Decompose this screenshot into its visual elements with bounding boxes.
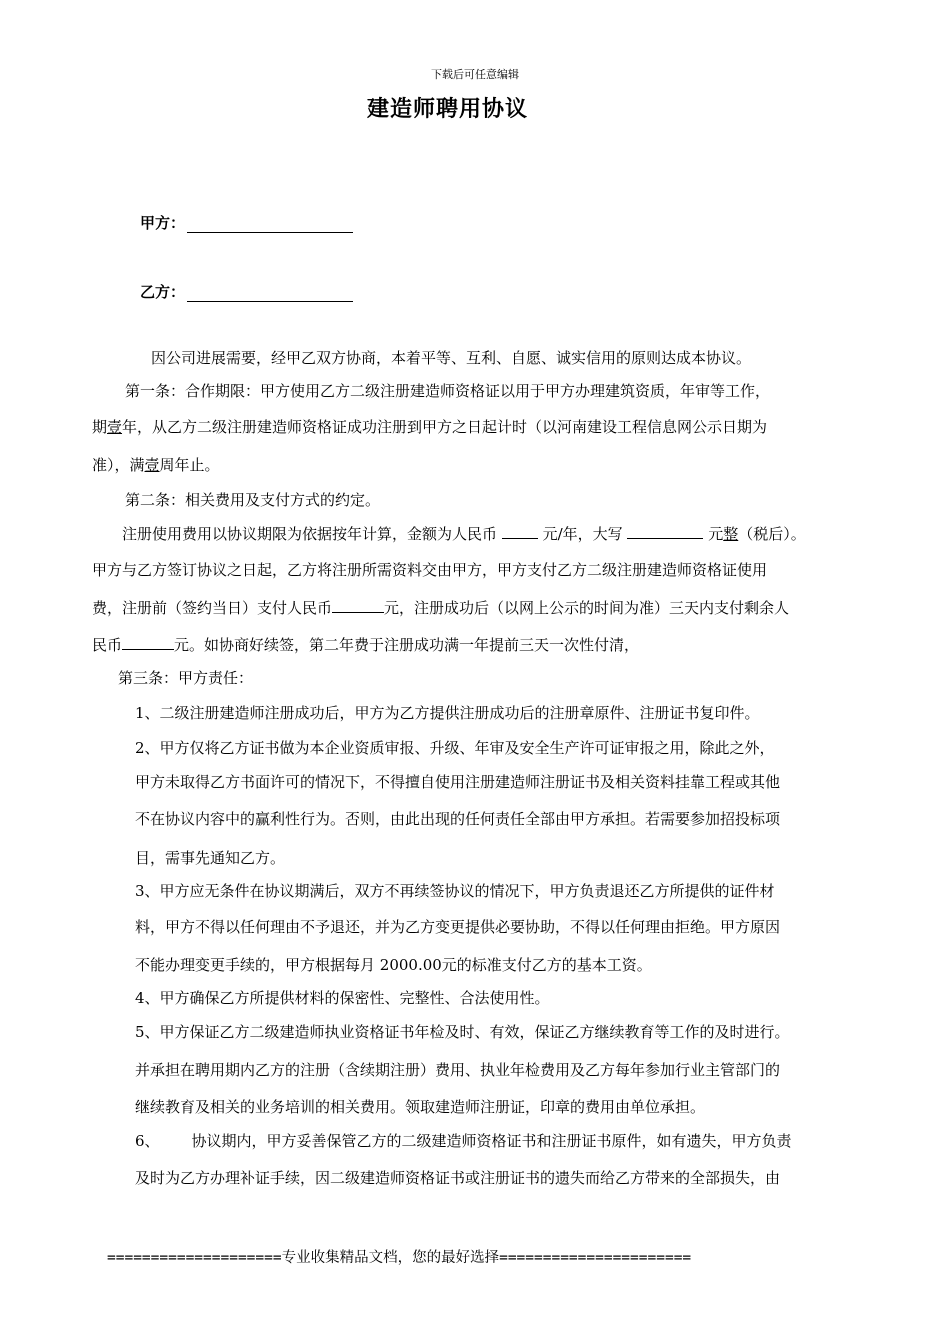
article-3-item-4: 4、甲方确保乙方所提供材料的保密性、完整性、合法使用性。 [135, 989, 550, 1007]
party-b-blank [187, 287, 353, 302]
article-2-line-4: 民币 元。如协商好续签，第二年费于注册成功满一年提前三天一次性付清， [92, 636, 640, 654]
annual-fee-blank [502, 523, 538, 539]
party-b-label: 乙方： [140, 283, 186, 301]
term-anniversary-value: 壹 [144, 456, 160, 474]
header-note: 下载后可任意编辑 [431, 68, 519, 81]
article-3-item-5-line-3: 继续教育及相关的业务培训的相关费用。领取建造师注册证，印章的费用由单位承担。 [135, 1098, 706, 1116]
pre-registration-fee-blank [332, 597, 384, 613]
article-3-item-5-line-1: 5、甲方保证乙方二级建造师执业资格证书年检及时、有效，保证乙方继续教育等工作的及时进行。 [135, 1023, 790, 1041]
article-3-item-6-line-2: 及时为乙方办理补证手续，因二级建造师资格证书或注册证书的遗失而给乙方带来的全部损失，由 [135, 1169, 781, 1187]
party-a-line [140, 212, 353, 233]
footer-banner: ====================专业收集精品文档，您的最好选择====================== [107, 1250, 692, 1266]
article-1-line-2: 期壹年，从乙方二级注册建造师资格证成功注册到甲方之日起计时（以河南建设工程信息网公示日期为 [92, 418, 768, 436]
article-3-item-3-line-1: 3、甲方应无条件在协议期满后，双方不再续签协议的情况下，甲方负责退还乙方所提供的证件材 [135, 882, 775, 900]
intro-paragraph: 因公司进展需要，经甲乙双方协商，本着平等、互利、自愿、诚实信用的原则达成本协议。 [151, 349, 752, 367]
article-3-item-2-line-4: 目，需事先通知乙方。 [135, 849, 286, 867]
term-years-value: 壹 [107, 418, 123, 436]
article-3-item-2-line-1: 2、甲方仅将乙方证书做为本企业资质审报、升级、年审及安全生产许可证审报之用，除此之外， [135, 739, 775, 757]
item-6-number: 6、 [135, 1132, 160, 1150]
article-3-item-5-line-2: 并承担在聘用期内乙方的注册（含续期注册）费用、执业年检费用及乙方每年参加行业主管部门的 [135, 1061, 781, 1079]
article-2-line-2: 甲方与乙方签订协议之日起，乙方将注册所需资料交由甲方，甲方支付乙方二级注册建造师资格证使用 [92, 561, 768, 579]
article-1-line-3: 准），满壹周年止。 [92, 456, 220, 474]
article-2-line-3: 费，注册前（签约当日）支付人民币 元，注册成功后（以网上公示的时间为准）三天内支付剩余人 [92, 599, 790, 617]
party-b-line [140, 281, 353, 302]
party-a-label: 甲方： [140, 214, 186, 232]
article-3-heading: 第三条：甲方责任： [118, 669, 254, 687]
article-2-heading: 第二条：相关费用及支付方式的约定。 [125, 491, 381, 509]
article-3-item-3-line-2: 料，甲方不得以任何理由不予退还，并为乙方变更提供必要协助，不得以任何理由拒绝。甲方原因 [135, 918, 781, 936]
article-3-item-1: 1、二级注册建造师注册成功后，甲方为乙方提供注册成功后的注册章原件、注册证书复印件。 [135, 704, 760, 722]
article-2-line-1: 注册使用费用以协议期限为依据按年计算，金额为人民币 元/年，大写 元整（税后）。 [122, 525, 806, 543]
article-3-item-6-line-1: 6、 协议期内，甲方妥善保管乙方的二级建造师资格证书和注册证书原件，如有遗失，甲方负责 [135, 1132, 792, 1150]
article-3-item-2-line-3: 不在协议内容中的赢利性行为。否则，由此出现的任何责任全部由甲方承担。若需要参加招投标项 [135, 810, 781, 828]
amount-words-blank [627, 523, 703, 539]
article-3-item-2-line-2: 甲方未取得乙方书面许可的情况下，不得擅自使用注册建造师注册证书及相关资料挂靠工程或其他 [135, 773, 781, 791]
article-3-item-3-line-3: 不能办理变更手续的，甲方根据每月 2000.00元的标准支付乙方的基本工资。 [135, 956, 652, 974]
article-1-line-1: 第一条：合作期限：甲方使用乙方二级注册建造师资格证以用于甲方办理建筑资质，年审等工作， [125, 382, 771, 400]
document-title: 建造师聘用协议 [366, 96, 528, 122]
remaining-fee-blank [122, 634, 174, 650]
party-a-blank [187, 218, 353, 233]
